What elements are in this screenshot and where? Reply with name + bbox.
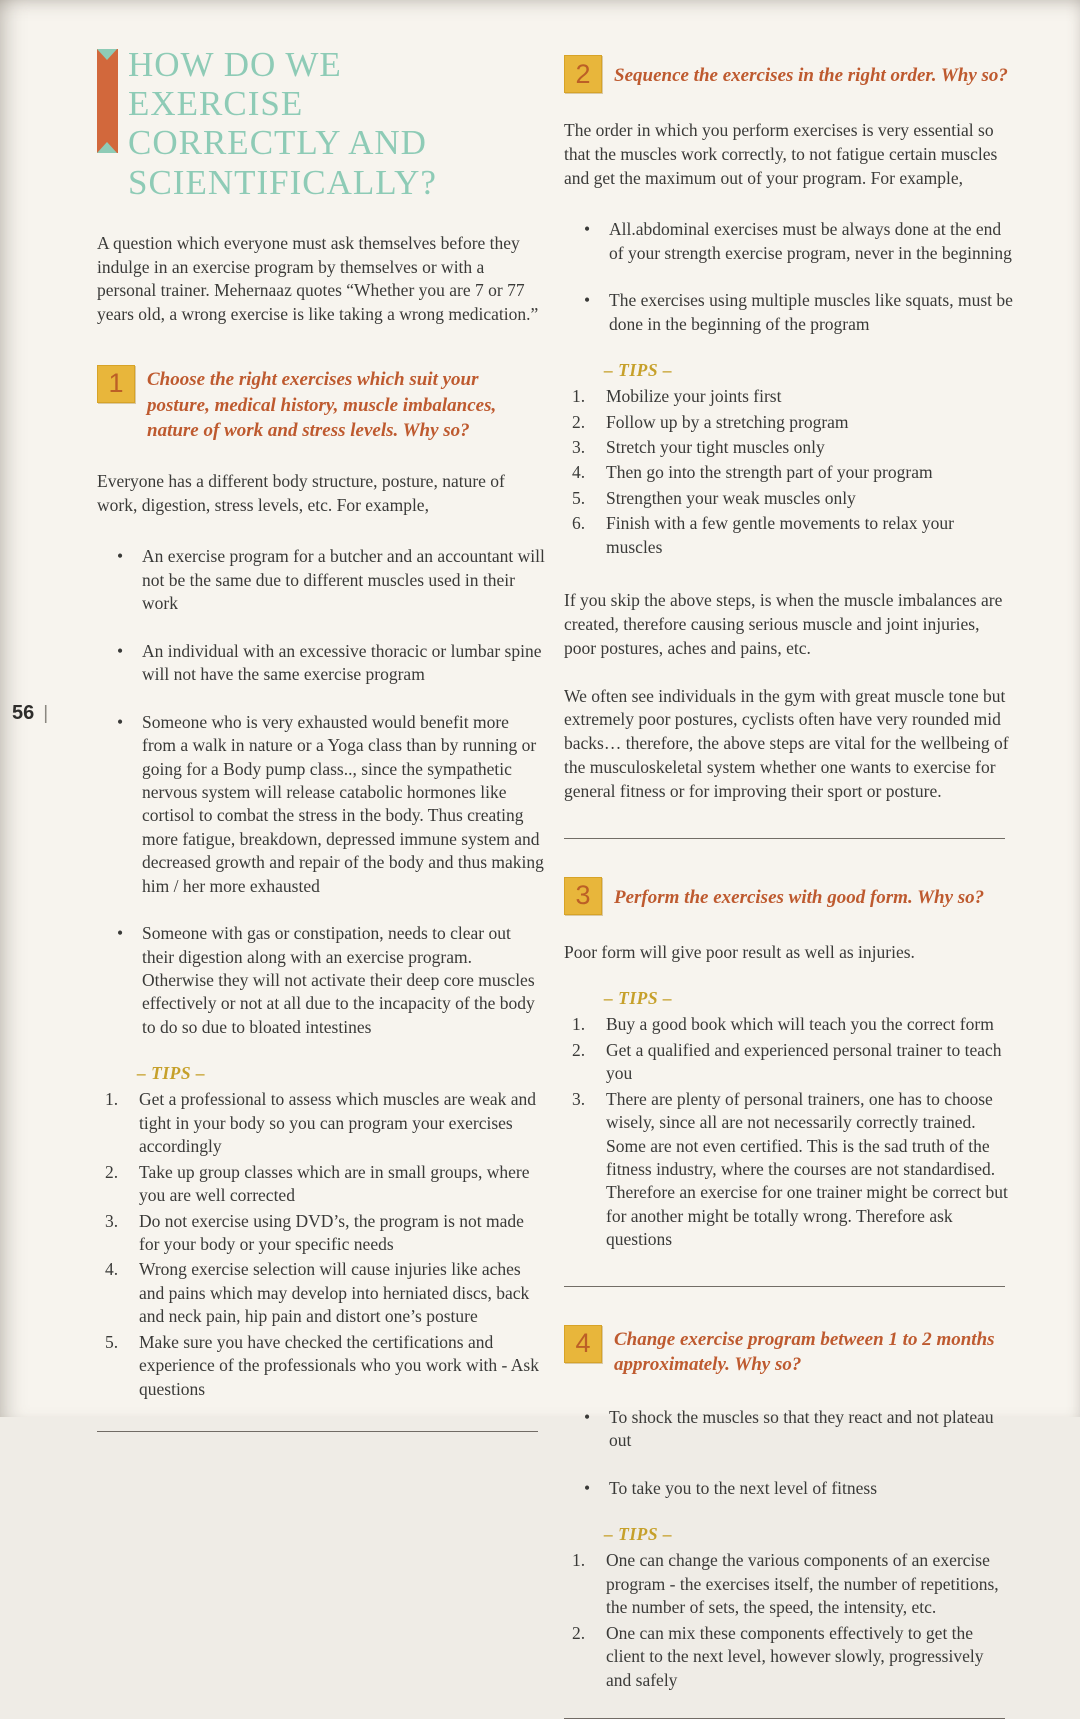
article-title: HOW DO WE EXERCISE CORRECTLY AND SCIENTIFICALLY? [128, 45, 437, 202]
section-4-number-badge: 4 [564, 1325, 602, 1363]
section-1-number-badge: 1 [97, 365, 135, 403]
page-number [12, 702, 48, 725]
bullet-item: • All.abdominal exercises must be always done at the end of your strength exercise program, never in the beginning [564, 218, 1013, 265]
section-1-heading: Choose the right exercises which suit your posture, medical history, muscle imbalances, nature of work and stress levels. Why so? [147, 368, 497, 442]
section-2-bullet-list [564, 218, 1013, 336]
section-2-paragraph-2: We often see individuals in the gym with great muscle tone but extremely poor postures, cyclists often have very rounded mid backs… therefore, the above steps are vital for the wellbeing of the musculoskeletal system whether one wants to exercise for general fitness or for improving their sport or posture. [564, 685, 1009, 801]
section-4 [564, 1325, 1013, 1719]
section-3-heading: Perform the exercises with good form. Why so? [614, 886, 985, 908]
section-1-tips-label: – TIPS – [137, 1063, 206, 1084]
section-2-tips-label: – TIPS – [604, 360, 673, 381]
tip-item: There are plenty of personal trainers, one has to choose wisely, since all are not necessarily correctly trained. Some are not even certified. This is the sad truth of the fitness industry, where the courses are not standardised. Therefore an exercise for one trainer might be correct but for another might be totally wrong. Therefore ask questions [606, 1088, 1008, 1250]
page-number-separator: | [43, 702, 49, 724]
left-column [97, 45, 546, 1719]
section-1-tips-list [97, 1088, 546, 1401]
two-column-layout [97, 45, 1013, 1719]
tip-item: Do not exercise using DVD’s, the program is not made for your body or your specific needs [139, 1210, 524, 1254]
intro-paragraph: A question which everyone must ask themselves before they indulge in an exercise program by themselves or with a personal trainer. Mehernaaz quotes “Whether you are 7 or 77 years old, a wrong exercise is like taking a wrong medication.” [97, 232, 539, 325]
bullet-item: • To take you to the next level of fitness [564, 1477, 1013, 1500]
bullet-item: • Someone who is very exhausted would benefit more from a walk in nature or a Yoga class than by running or going for a Body pump class.., since the sympathetic nervous system will release catabolic hormones like cortisol to combat the stress in the body. Thus creating more fatigue, breakdown, depressed immune system and decreased growth and repair of the body and thus making him / her more exhausted [97, 711, 546, 899]
page-number-value: 56 [12, 702, 35, 724]
section-2-heading: Sequence the exercises in the right order. Why so? [614, 65, 1008, 86]
tip-item: Get a qualified and experienced personal trainer to teach you [606, 1039, 1002, 1084]
ribbon-bottom-notch-icon [97, 142, 117, 153]
bullet-item: • The exercises using multiple muscles like squats, must be done in the beginning of the program [564, 289, 1013, 336]
section-3-lead: Poor form will give poor result as well as injuries. [564, 941, 915, 962]
section-3-tips-label: – TIPS – [604, 988, 673, 1009]
section-2 [564, 55, 1013, 839]
tip-item: Follow up by a stretching program [606, 411, 849, 432]
bullet-item: • To shock the muscles so that they react and not plateau out [564, 1406, 1013, 1453]
tip-item: Then go into the strength part of your program [606, 462, 933, 483]
tip-item: Strengthen your weak muscles only [606, 487, 856, 508]
section-2-header [564, 55, 1013, 93]
bullet-item: • Someone with gas or constipation, needs to clear out their digestion along with an exercise program. Otherwise they will not activate their deep core muscles effectively or not at all due to the incapacity of the body to do so due to bloated intestines [97, 922, 546, 1039]
section-3-tips-list [564, 1013, 1013, 1251]
article-header [97, 45, 546, 202]
section-2-paragraph-1: If you skip the above steps, is when the muscle imbalances are created, therefore causing serious muscle and joint injuries, poor postures, aches and pains, etc. [564, 590, 1003, 658]
bookmark-ribbon-icon [97, 49, 118, 153]
section-3-header [564, 877, 1013, 915]
bullet-item: • An individual with an excessive thoracic or lumbar spine will not have the same exercise program [97, 640, 546, 687]
section-1 [97, 365, 546, 1432]
section-1-lead: Everyone has a different body structure, posture, nature of work, digestion, stress levels, etc. For example, [97, 470, 505, 515]
section-2-lead: The order in which you perform exercises is very essential so that the muscles work correctly, to not fatigue certain muscles and get the maximum out of your program. For example, [564, 120, 998, 188]
section-4-header [564, 1325, 1013, 1378]
tip-item: Wrong exercise selection will cause injuries like aches and pains which may develop into herniated discs, back and neck pain, hip pain and distort one’s posture [139, 1259, 530, 1327]
section-4-tips-list [564, 1549, 1013, 1692]
tip-item: Finish with a few gentle movements to relax your muscles [606, 513, 954, 557]
ribbon-top-notch-icon [97, 49, 117, 60]
bullet-item: • An exercise program for a butcher and an accountant will not be the same due to different muscles used in their work [97, 545, 546, 615]
section-4-heading: Change exercise program between 1 to 2 months approximately. Why so? [614, 1328, 995, 1376]
tip-item: Stretch your tight muscles only [606, 437, 825, 458]
tip-item: One can change the various components of an exercise program - the exercises itself, the number of repetitions, the number of sets, the speed, the intensity, etc. [606, 1550, 999, 1618]
section-1-header [97, 365, 546, 444]
tip-item: Mobilize your joints first [606, 386, 782, 407]
section-4-tips-label: – TIPS – [604, 1524, 673, 1545]
section-2-tips-list [564, 385, 1013, 559]
divider [564, 838, 1005, 839]
section-4-bullet-list [564, 1406, 1013, 1500]
divider [97, 1431, 538, 1432]
section-1-bullet-list [97, 545, 546, 1039]
section-2-number-badge: 2 [564, 55, 602, 93]
divider [564, 1286, 1005, 1287]
tip-item: Get a professional to assess which muscles are weak and tight in your body so you can program your exercises accordingly [139, 1089, 537, 1157]
right-column [564, 45, 1013, 1719]
tip-item: One can mix these components effectively to get the client to the next level, however slowly, progressively and safely [606, 1622, 984, 1690]
section-3 [564, 877, 1013, 1287]
section-3-number-badge: 3 [564, 877, 602, 915]
tip-item: Make sure you have checked the certifications and experience of the professionals who you work with - Ask questions [139, 1331, 539, 1399]
tip-item: Take up group classes which are in small groups, where you are well corrected [139, 1161, 530, 1206]
tip-item: Buy a good book which will teach you the correct form [606, 1014, 994, 1035]
